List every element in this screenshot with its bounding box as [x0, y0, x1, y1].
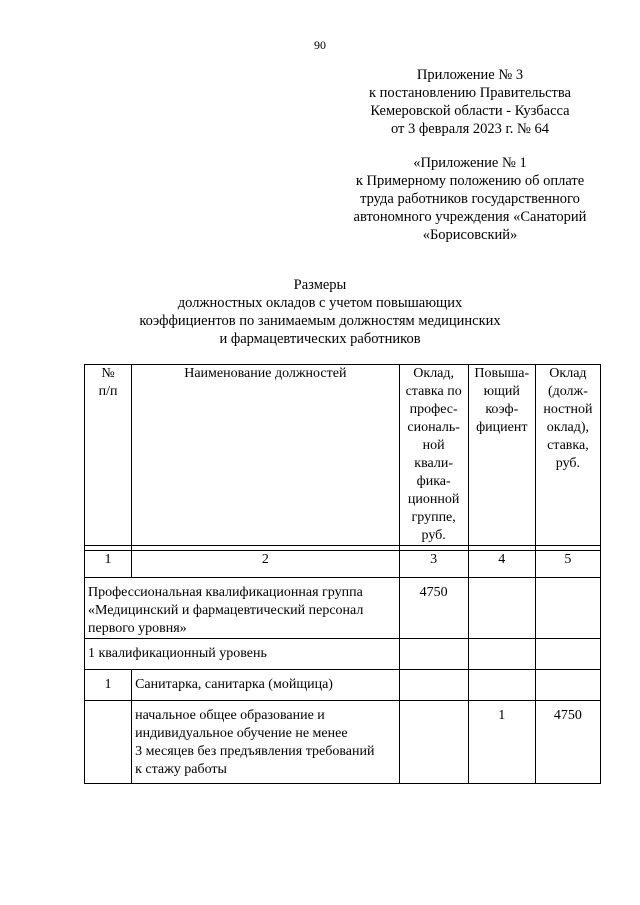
column-number: 4: [468, 551, 535, 578]
empty-cell: [399, 701, 468, 784]
empty-cell: [468, 639, 535, 670]
position-name: Санитарка, санитарка (мойщица): [132, 670, 400, 701]
header-rate-line: группе,: [411, 510, 456, 525]
appendix-primary-line: Приложение № 3: [416, 67, 524, 83]
group-name: [85, 578, 400, 639]
appendix-header-primary: [340, 66, 600, 138]
header-name: [132, 365, 400, 546]
empty-cell: [85, 701, 132, 784]
title-line: коэффициентов по занимаемым должностям медицинских: [139, 313, 501, 329]
column-number: 2: [132, 551, 400, 578]
appendix-header-secondary: [330, 154, 610, 244]
header-salary-line: ставка,: [547, 438, 589, 453]
salary-table: [84, 364, 601, 784]
title-line: Размеры: [293, 277, 347, 293]
header-name-text: Наименование должностей: [184, 366, 347, 381]
empty-cell: [399, 639, 468, 670]
header-rate-line: ционной: [407, 492, 460, 507]
header-rate-line: фика-: [416, 474, 451, 489]
group-rate: 4750: [399, 578, 468, 639]
empty-cell: [535, 670, 600, 701]
empty-cell: [399, 670, 468, 701]
document-title: [110, 276, 530, 348]
requirement-line: индивидуальное обучение не менее: [135, 726, 348, 741]
page-number: 90: [314, 38, 326, 52]
header-rate-line: руб.: [421, 528, 446, 543]
header-rate-line: ной: [422, 438, 445, 453]
requirement-text: [132, 701, 400, 784]
group-name-line: «Медицинский и фармацевтический персонал: [88, 603, 364, 618]
header-num: [85, 365, 132, 546]
requirement-line: начальное общее образование и: [135, 708, 325, 723]
column-number: 5: [535, 551, 600, 578]
title-line: должностных окладов с учетом повышающих: [177, 295, 463, 311]
appendix-secondary-line: к Примерному положению об оплате: [355, 173, 585, 189]
group-name-line: первого уровня»: [88, 621, 187, 636]
header-coef-line: коэф-: [485, 402, 519, 417]
header-coef: [468, 365, 535, 546]
requirement-line: 3 месяцев без предъявления требований: [135, 744, 375, 759]
requirement-salary: 4750: [535, 701, 600, 784]
empty-cell: [468, 670, 535, 701]
position-row: [85, 670, 601, 701]
column-number-row: [85, 551, 601, 578]
header-rate-line: сиональ-: [407, 420, 460, 435]
header-salary: [535, 365, 600, 546]
title-line: и фармацевтических работников: [219, 331, 421, 347]
empty-cell: [468, 578, 535, 639]
header-rate-line: профес-: [409, 402, 458, 417]
requirement-line: к стажу работы: [135, 762, 227, 777]
header-salary-line: ностной: [543, 402, 593, 417]
appendix-primary-line: от 3 февраля 2023 г. № 64: [390, 121, 550, 137]
group-name-line: Профессиональная квалификационная группа: [88, 585, 363, 600]
header-salary-line: оклад),: [546, 420, 590, 435]
header-coef-line: фициент: [476, 420, 528, 435]
header-salary-line: (долж-: [547, 384, 588, 399]
header-num-line: №: [101, 366, 115, 381]
appendix-secondary-line: «Приложение № 1: [413, 155, 527, 171]
appendix-primary-line: Кемеровской области - Кузбасса: [370, 103, 570, 119]
header-rate-line: ставка по: [405, 384, 462, 399]
level-row: [85, 639, 601, 670]
appendix-secondary-line: «Борисовский»: [422, 227, 518, 243]
position-num: 1: [85, 670, 132, 701]
header-rate-line: Оклад,: [413, 366, 455, 381]
requirement-row: [85, 701, 601, 784]
appendix-primary-line: к постановлению Правительства: [369, 85, 571, 101]
header-coef-line: ющий: [483, 384, 520, 399]
table-header-row: [85, 365, 601, 546]
empty-cell: [535, 578, 600, 639]
appendix-secondary-line: автономного учреждения «Санаторий: [353, 209, 587, 225]
header-rate-line: квали-: [414, 456, 454, 471]
column-number: 1: [85, 551, 132, 578]
empty-cell: [535, 639, 600, 670]
column-number: 3: [399, 551, 468, 578]
appendix-secondary-line: труда работников государственного: [360, 191, 580, 207]
group-row: [85, 578, 601, 639]
header-rate: [399, 365, 468, 546]
level-name: 1 квалификационный уровень: [85, 639, 400, 670]
header-salary-line: Оклад: [549, 366, 587, 381]
header-salary-line: руб.: [555, 456, 581, 471]
header-coef-line: Повыша-: [474, 366, 530, 381]
requirement-coef: 1: [468, 701, 535, 784]
header-num-line: п/п: [98, 384, 118, 399]
